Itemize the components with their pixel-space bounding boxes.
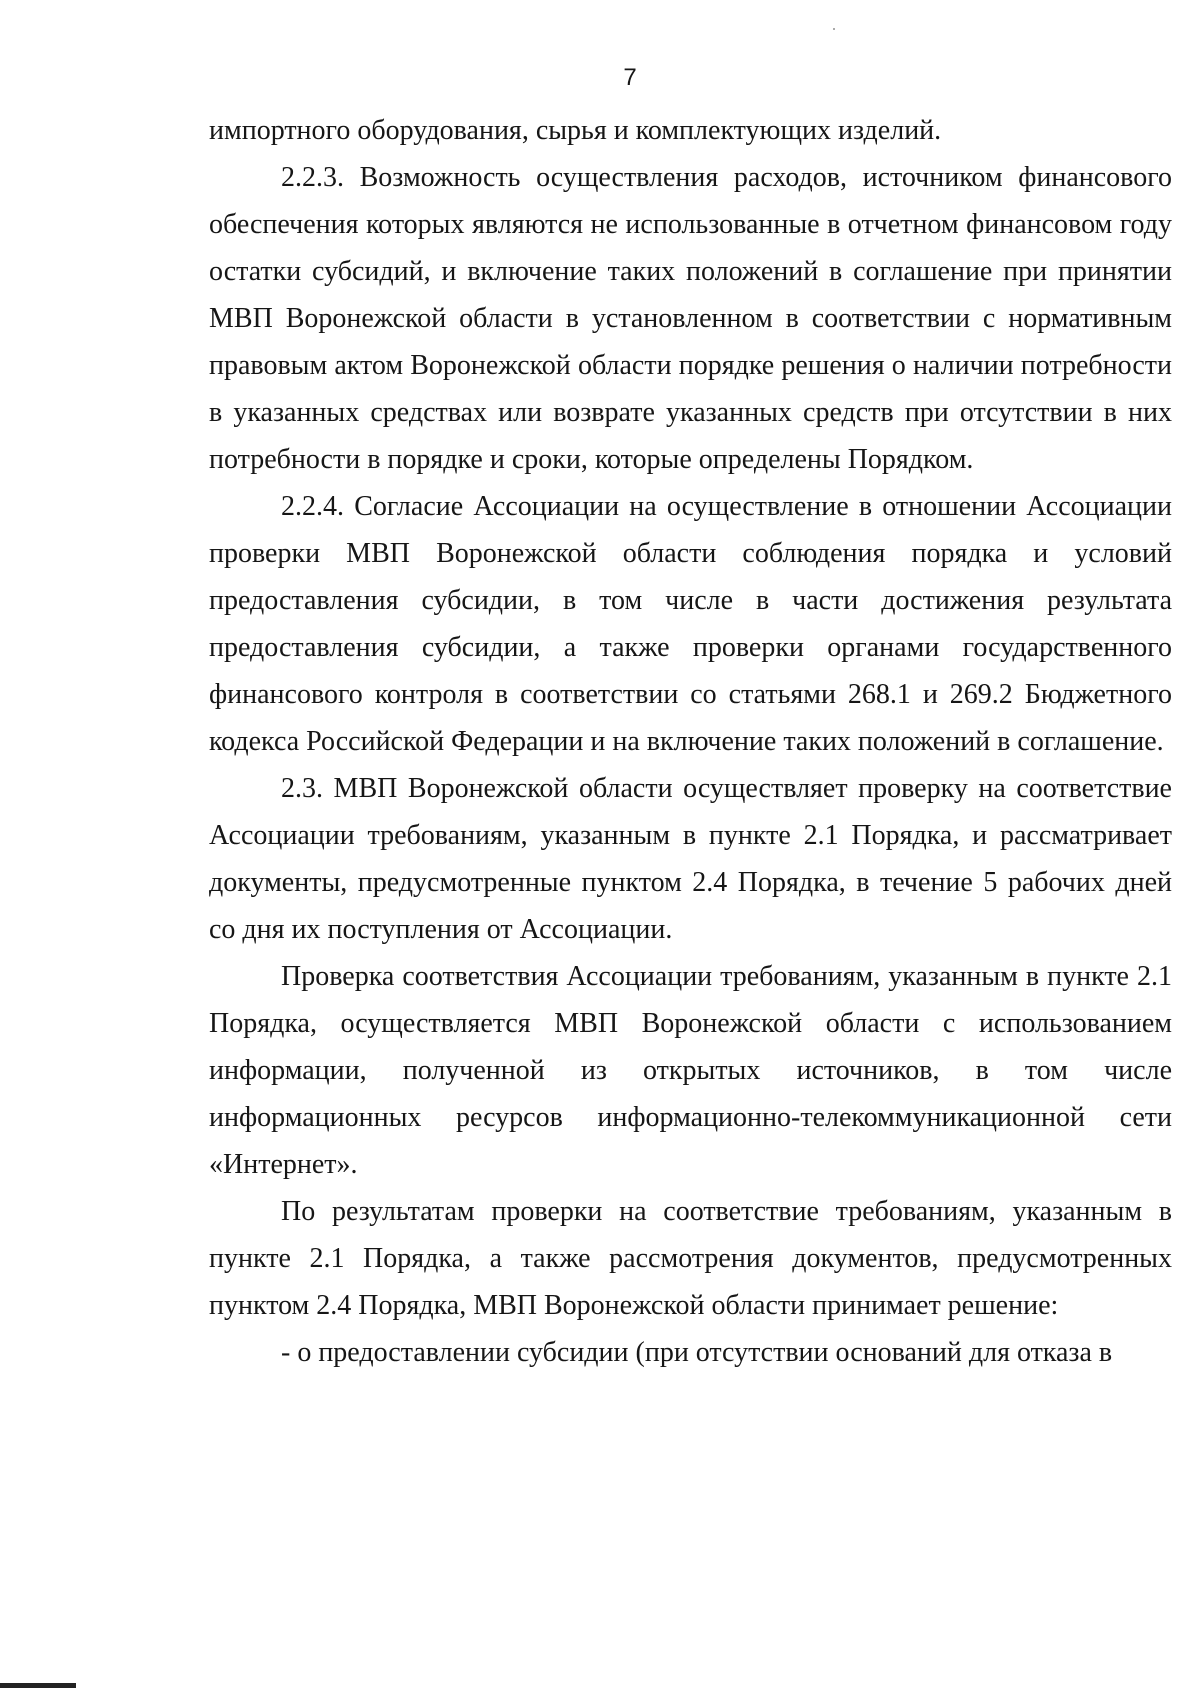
paragraph-2-2-3: 2.2.3. Возможность осуществления расходов, источником финансового обеспечения которых являются не использованные в отчетном финансовом году остатки субсидий, и включение таких положений в соглашение при принятии МВП Воронежской области в установленном в соответствии с нормативным правовым актом Воронежской области порядке решения о наличии потребности в указанных средствах или возврате указанных средств при отсутствии в них потребности в порядке и сроки, которые определены Порядком. xyxy=(209,162,1172,475)
paragraph-verification: Проверка соответствия Ассоциации требованиям, указанным в пункте 2.1 Порядка, осуществляется МВП Воронежской области с использованием информации, полученной из открытых источников, в том числе информационных ресурсов информационно-телекоммуникационной сети «Интернет». xyxy=(209,961,1172,1180)
paragraph-decision: По результатам проверки на соответствие требованиям, указанным в пункте 2.1 Порядка, а также рассмотрения документов, предусмотренных пунктом 2.4 Порядка, МВП Воронежской области принимает решение: xyxy=(209,1196,1172,1321)
scan-edge-mark xyxy=(0,1683,76,1688)
paragraph-list-item: - о предоставлении субсидии (при отсутствии оснований для отказа в xyxy=(281,1337,1113,1368)
document-body xyxy=(209,107,1172,1376)
page-number: 7 xyxy=(623,64,637,91)
scan-speck xyxy=(833,28,835,30)
paragraph-2-3: 2.3. МВП Воронежской области осуществляет проверку на соответствие Ассоциации требованиям, указанным в пункте 2.1 Порядка, и рассматривает документы, предусмотренные пунктом 2.4 Порядка, в течение 5 рабочих дней со дня их поступления от Ассоциации. xyxy=(209,773,1172,945)
paragraph-2-2-4: 2.2.4. Согласие Ассоциации на осуществление в отношении Ассоциации проверки МВП Воронежской области соблюдения порядка и условий предоставления субсидии, в том числе в части достижения результата предоставления субсидии, а также проверки органами государственного финансового контроля в соответствии со статьями 268.1 и 269.2 Бюджетного кодекса Российской Федерации и на включение таких положений в соглашение. xyxy=(209,491,1172,757)
paragraph-continuation: импортного оборудования, сырья и комплектующих изделий. xyxy=(209,115,942,146)
